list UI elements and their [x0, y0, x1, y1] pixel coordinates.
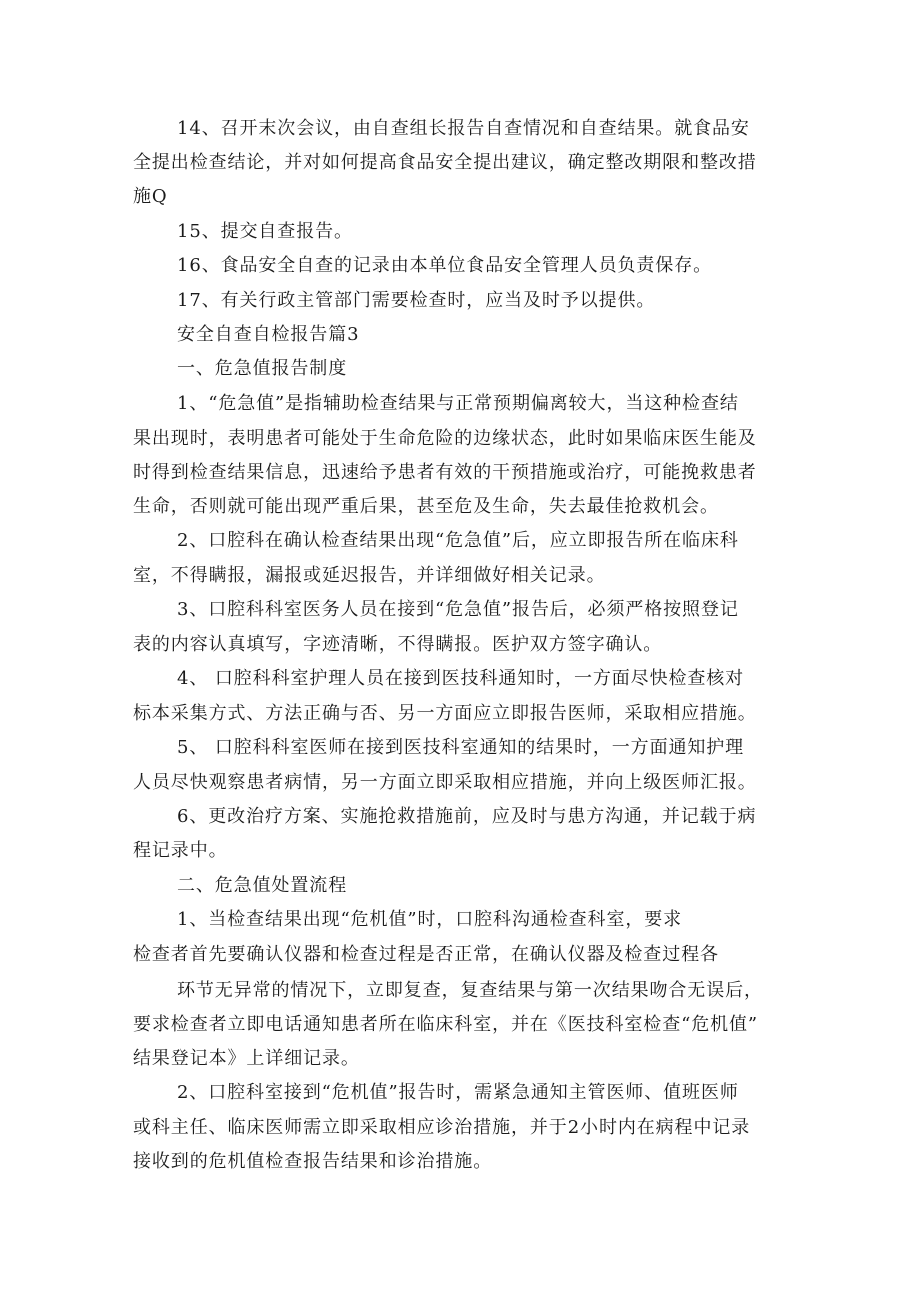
text-line: 室，不得瞒报，漏报或延迟报告，并详细做好相关记录。 — [133, 565, 606, 586]
text-line: 人员尽快观察患者病情，另一方面立即采取相应措施，并向上级医师汇报。 — [133, 772, 757, 793]
text-line: 14、召开末次会议，由自查组长报告自查情况和自查结果。就食品安 — [177, 118, 750, 139]
text-line: 或科主任、临床医师需立即采取相应诊治措施，并于2小时内在病程中记录 — [133, 1117, 751, 1138]
text-line: 生命，否则就可能出现严重后果，甚至危及生命，失去最佳抢救机会。 — [133, 496, 719, 517]
text-line: 要求检查者立即电话通知患者所在临床科室，并在《医技科室检查“危机值” — [133, 1014, 759, 1035]
text-line: 1、“危急值”是指辅助检查结果与正常预期偏离较大，当这种检查结 — [177, 393, 739, 414]
text-line: 2、口腔科在确认检查结果出现“危急值”后，应立即报告所在临床科 — [177, 530, 739, 551]
text-line: 环节无异常的情况下，立即复查，复查结果与第一次结果吻合无误后， — [177, 980, 763, 1001]
text-line: 程记录中。 — [133, 840, 228, 861]
text-line: 时得到检查结果信息，迅速给予患者有效的干预措施或治疗，可能挽救患者 — [133, 462, 757, 483]
text-line: 表的内容认真填写，字迹清晰，不得瞒报。医护双方签字确认。 — [133, 634, 663, 655]
subsection-heading: 二、危急值处置流程 — [177, 875, 348, 896]
text-line: 4、 口腔科科室护理人员在接到医技科通知时，一方面尽快检查核对 — [177, 668, 745, 689]
text-line: 结果登记本》上详细记录。 — [133, 1048, 360, 1069]
text-line: 接收到的危机值检查报告结果和诊治措施。 — [133, 1151, 493, 1172]
text-line: 全提出检查结论，并对如何提高食品安全提出建议，确定整改期限和整改措 — [133, 152, 757, 173]
text-line: 标本采集方式、方法正确与否、另一方面应立即报告医师，采取相应措施。 — [133, 703, 757, 724]
text-line: 施Q — [133, 186, 168, 207]
text-line: 检查者首先要确认仪器和检查过程是否正常，在确认仪器及检查过程各 — [133, 944, 719, 965]
text-line: 2、口腔科室接到“危机值”报告时，需紧急通知主管医师、值班医师 — [177, 1082, 739, 1103]
text-line: 1、当检查结果出现“危机值”时，口腔科沟通检查科室，要求 — [177, 909, 683, 930]
subsection-heading: 一、危急值报告制度 — [177, 358, 348, 379]
text-line: 5、 口腔科科室医师在接到医技科室通知的结果时，一方面通知护理 — [177, 737, 745, 758]
text-line: 17、有关行政主管部门需要检查时，应当及时予以提供。 — [177, 290, 656, 311]
text-line: 果出现时，表明患者可能处于生命危险的边缘状态，此时如果临床医生能及 — [133, 428, 757, 449]
text-line: 6、更改治疗方案、实施抢救措施前，应及时与患方沟通，并记载于病 — [177, 806, 757, 827]
text-line: 15、提交自查报告。 — [177, 221, 353, 242]
text-line: 3、口腔科科室医务人员在接到“危急值”报告后，必须严格按照登记 — [177, 599, 739, 620]
section-heading: 安全自查自检报告篇3 — [177, 324, 360, 345]
text-line: 16、食品安全自查的记录由本单位食品安全管理人员负责保存。 — [177, 255, 713, 276]
